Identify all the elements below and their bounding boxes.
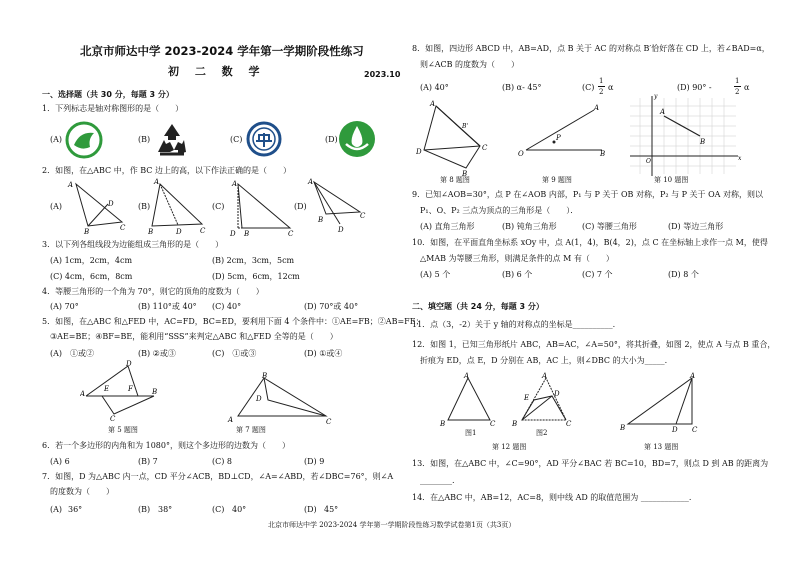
svg-text:C: C xyxy=(692,426,698,432)
q9-option-d[interactable]: (D) 等边三角形 xyxy=(668,222,724,231)
q3-stem: 3．以下列各组线段为边能组成三角形的是（ ） xyxy=(42,240,224,249)
q6-stem: 6．若一个多边形的内角和为 1080°，则这个多边形的边数为（ ） xyxy=(42,441,290,450)
q10-option-a[interactable]: (A) 5 个 xyxy=(420,270,451,279)
q10-stem-line1: 10．如图，在平面直角坐标系 xOy 中，点 A(1，4)，B(4，2)，点 C 在坐标轴上求作一点 M，使得 xyxy=(412,238,768,247)
page-footer: 北京市师达中学 2023-2024 学年第一学期阶段性练习数学试卷第1页（共3页） xyxy=(268,521,516,529)
svg-text:D: D xyxy=(554,390,560,398)
svg-text:O: O xyxy=(518,150,524,158)
svg-text:B: B xyxy=(700,138,706,146)
svg-text:C: C xyxy=(482,144,488,152)
q10-option-b[interactable]: (B) 6 个 xyxy=(502,270,533,279)
q5-option-a[interactable]: (A) ①或② xyxy=(50,349,95,358)
circular-emblem-icon xyxy=(246,121,282,157)
q8-d-fraction-num: 1 xyxy=(735,77,740,85)
q4-stem: 4．等腰三角形的一个角为 70°，则它的顶角的度数为（ ） xyxy=(42,287,264,296)
q8-stem-line2: 则∠ACB 的度数为（ ） xyxy=(420,60,520,69)
svg-text:B: B xyxy=(152,388,158,396)
svg-text:D: D xyxy=(230,230,236,236)
q13-figure-caption: 第 13 题图 xyxy=(644,443,679,451)
q13-stem-line2: ________. xyxy=(420,476,455,485)
q1-option-d[interactable]: (D) xyxy=(325,135,338,144)
q6-option-d[interactable]: (D) 9 xyxy=(304,457,325,466)
svg-text:B: B xyxy=(148,228,154,234)
q2-option-a[interactable]: (A) xyxy=(50,202,63,211)
svg-text:C: C xyxy=(326,418,332,426)
svg-text:C: C xyxy=(110,415,116,422)
svg-text:B: B xyxy=(262,372,268,380)
svg-text:B: B xyxy=(462,170,468,176)
svg-text:A: A xyxy=(594,104,600,112)
q7-option-a[interactable]: (A) xyxy=(50,505,63,514)
q11-stem: 11．点（3，-2）关于 y 轴的对称点的坐标是__________. xyxy=(412,320,616,329)
q7-option-a-value: 36° xyxy=(68,505,83,514)
q10-option-c[interactable]: (C) 7 个 xyxy=(582,270,613,279)
q4-option-d[interactable]: (D) 70°或 40° xyxy=(304,302,359,311)
svg-text:B: B xyxy=(440,420,446,428)
svg-text:B: B xyxy=(600,150,606,158)
svg-text:C: C xyxy=(490,420,496,428)
date-label: 2023.10 xyxy=(364,70,401,79)
q13-stem-line1: 13．如图，在△ABC 中，∠C=90°，AD 平分∠BAC 若 BC=10，BD=7，则点 D 到 AB 的距离为 xyxy=(412,459,769,468)
q6-option-a[interactable]: (A) 6 xyxy=(50,457,70,466)
svg-text:D: D xyxy=(176,228,182,234)
q8-option-d[interactable]: (D) 90° - xyxy=(677,83,712,92)
q9-option-b[interactable]: (B) 钝角三角形 xyxy=(502,222,557,231)
q5-option-c[interactable]: (C) ①或③ xyxy=(212,349,257,358)
q8-d-fraction-den: 2 xyxy=(735,88,740,96)
svg-text:O: O xyxy=(646,158,651,165)
q2-option-b[interactable]: (B) xyxy=(138,202,151,211)
q8-figure-caption: 第 8 题图 xyxy=(440,176,470,184)
q3-option-d[interactable]: (D) 5cm，6cm，12cm xyxy=(212,272,300,281)
q5-figure-caption: 第 5 题图 xyxy=(108,426,138,434)
q3-option-c[interactable]: (C) 4cm，6cm，8cm xyxy=(50,272,133,281)
svg-text:B: B xyxy=(318,216,324,224)
svg-text:D: D xyxy=(416,148,422,156)
svg-text:C: C xyxy=(120,224,126,232)
q13-figure xyxy=(620,370,704,432)
svg-text:A: A xyxy=(542,372,548,380)
q8-option-c[interactable]: (C) xyxy=(582,83,595,92)
q4-option-b[interactable]: (B) 110°或 40° xyxy=(138,302,197,311)
q5-figure xyxy=(80,360,164,422)
q7-stem-line2: 的度数为（ ） xyxy=(50,487,114,496)
svg-text:B': B' xyxy=(462,123,469,130)
q4-option-c[interactable]: (C) 40° xyxy=(212,302,242,311)
q10-figure xyxy=(620,92,744,178)
q10-stem-line2: △MAB 为等腰三角形，则满足条件的点 M 有（ ） xyxy=(420,254,614,263)
q9-stem-line2: P₁、O、P₂ 三点为顶点的三角形是（ ）． xyxy=(420,206,579,215)
svg-text:C: C xyxy=(200,227,206,234)
q1-stem: 1．下列标志是轴对称图形的是（ ） xyxy=(42,104,184,113)
q8-d-alpha: α xyxy=(744,83,750,92)
q10-option-d[interactable]: (D) 8 个 xyxy=(668,270,699,279)
svg-text:D: D xyxy=(672,426,678,432)
svg-text:A: A xyxy=(228,416,234,424)
svg-text:B: B xyxy=(244,230,250,236)
q8-stem-line1: 8．如图，四边形 ABCD 中，AB=AD，点 B 关于 AC 的对称点 B′恰好落在 CD 上，若∠BAD=α， xyxy=(412,44,770,53)
q1-option-b[interactable]: (B) xyxy=(138,135,151,144)
svg-text:A: A xyxy=(430,100,436,108)
svg-text:A: A xyxy=(690,372,696,380)
svg-text:B: B xyxy=(512,420,518,428)
subject-title: 初 二 数 学 xyxy=(168,65,266,78)
q9-option-c[interactable]: (C) 等腰三角形 xyxy=(582,222,637,231)
q7-stem-line1: 7．如图，D 为△ABC 内一点，CD 平分∠ACB，BD⊥CD，∠A=∠ABD，若∠DBC=76°，则∠A xyxy=(42,472,394,481)
q4-option-a[interactable]: (A) 70° xyxy=(50,302,79,311)
q8-c-fraction-num: 1 xyxy=(599,77,604,85)
svg-text:B: B xyxy=(620,424,626,432)
q9-figure-caption: 第 9 题图 xyxy=(542,176,572,184)
svg-text:P: P xyxy=(556,134,561,142)
q8-c-alpha: α xyxy=(608,83,614,92)
svg-text:A: A xyxy=(660,108,666,116)
page-title: 北京市师达中学 2023-2024 学年第一学期阶段性练习 xyxy=(80,44,364,58)
q9-option-a[interactable]: (A) 直角三角形 xyxy=(420,222,475,231)
q7-option-b[interactable]: (B) xyxy=(138,505,151,514)
q2-stem: 2．如图，在△ABC 中，作 BC 边上的高，以下作法正确的是（ ） xyxy=(42,166,291,175)
svg-text:x: x xyxy=(738,155,742,162)
q5-option-b[interactable]: (B) ②或③ xyxy=(138,349,176,358)
svg-text:D: D xyxy=(256,395,262,403)
q2-figure-a xyxy=(62,178,132,234)
svg-text:A: A xyxy=(68,181,74,189)
svg-text:D: D xyxy=(338,226,344,234)
svg-text:A: A xyxy=(464,372,470,380)
q2-option-d[interactable]: (D) xyxy=(294,202,307,211)
q12-stem-line1: 12．如图 1，已知三角形纸片 ABC，AB=AC，∠A=50°，将其折叠，如图 2，使点 A 与点 B 重合， xyxy=(412,340,776,349)
section-1-title: 一、选择题（共 30 分，每题 3 分） xyxy=(42,90,174,99)
q12-figure-1 xyxy=(438,372,498,428)
q8-option-a[interactable]: (A) 40° xyxy=(420,83,449,92)
q1-option-a[interactable]: (A) xyxy=(50,135,63,144)
q9-figure xyxy=(514,100,610,164)
svg-text:C: C xyxy=(288,230,294,236)
q7-option-c[interactable]: (C) xyxy=(212,505,225,514)
svg-text:C: C xyxy=(566,420,572,428)
svg-text:A: A xyxy=(308,178,314,186)
recycle-symbol-icon xyxy=(152,120,192,160)
q5-stem-line1: 5．如图，在△ABC 和△FED 中，AC=FD，BC=ED，要利用下面 4 个条件中：①AE=FB；②AB=FE； xyxy=(42,317,424,326)
q2-figure-d xyxy=(306,176,368,234)
q12-stem-line2: 折痕为 ED，点 E，D 分别在 AB，AC 上，则∠DBC 的大小为_____. xyxy=(420,356,668,365)
svg-text:B: B xyxy=(84,228,90,234)
svg-text:E: E xyxy=(104,385,110,393)
water-drop-logo-icon xyxy=(338,120,376,158)
svg-text:E: E xyxy=(524,394,530,402)
q5-option-d[interactable]: (D) ①或④ xyxy=(304,349,343,358)
q5-stem-line2: ③AE=BE；④BF=BE，能利用“SSS”来判定△ABC 和△FED 全等的是（ ） xyxy=(50,332,338,341)
q8-c-fraction-den: 2 xyxy=(599,88,604,96)
q12-figure-2 xyxy=(508,372,574,428)
q7-option-d-value: 45° xyxy=(324,505,339,514)
q7-option-c-value: 40° xyxy=(232,505,247,514)
q10-figure-caption: 第 10 题图 xyxy=(654,176,689,184)
svg-text:A: A xyxy=(232,180,238,188)
svg-text:A: A xyxy=(154,178,160,186)
q2-figure-b xyxy=(148,178,210,234)
svg-text:A: A xyxy=(80,390,86,398)
q8-option-b[interactable]: (B) α- 45° xyxy=(502,83,542,92)
q7-figure-caption: 第 7 题图 xyxy=(236,426,266,434)
svg-text:D: D xyxy=(108,200,114,208)
svg-text:C: C xyxy=(360,212,366,220)
svg-text:F: F xyxy=(128,385,133,393)
q9-stem-line1: 9．已知∠AOB=30°，点 P 在∠AOB 内部，P₁ 与 P 关于 OB 对称，P₂ 与 P 关于 OA 对称，则以 xyxy=(412,190,763,199)
svg-text:y: y xyxy=(654,93,658,100)
q7-option-b-value: 38° xyxy=(158,505,173,514)
svg-text:D: D xyxy=(126,360,132,368)
green-food-logo-icon xyxy=(64,121,104,159)
q8-figure xyxy=(416,96,496,176)
section-2-title: 二、填空题（共 24 分，每题 3 分） xyxy=(412,302,544,311)
q12-fig1-label: 图1 xyxy=(465,429,477,437)
q6-option-b[interactable]: (B) 7 xyxy=(138,457,158,466)
q14-stem: 14．在△ABC 中，AB=12，AC=8，则中线 AD 的取值范围为 ____________. xyxy=(412,493,692,502)
q12-fig2-label: 图2 xyxy=(536,429,548,437)
q7-figure xyxy=(222,370,336,426)
q3-option-a[interactable]: (A) 1cm，2cm，4cm xyxy=(50,256,133,265)
q2-figure-c xyxy=(224,176,296,236)
q3-option-b[interactable]: (B) 2cm，3cm，5cm xyxy=(212,256,295,265)
q2-option-c[interactable]: (C) xyxy=(212,202,225,211)
q12-figure-caption: 第 12 题图 xyxy=(492,443,527,451)
q1-option-c[interactable]: (C) xyxy=(230,135,243,144)
q7-option-d[interactable]: (D) xyxy=(304,505,317,514)
q6-option-c[interactable]: (C) 8 xyxy=(212,457,232,466)
